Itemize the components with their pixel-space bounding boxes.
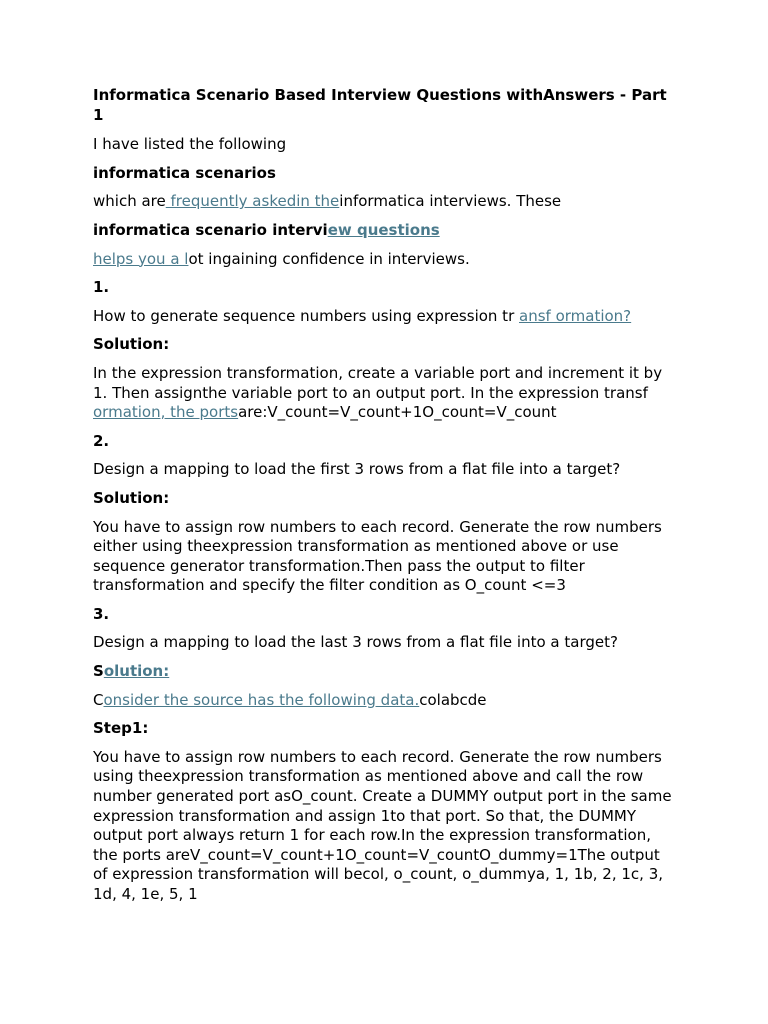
helps-you-link[interactable]: helps you a l [93, 249, 189, 268]
consider-text-part: colabcde [419, 690, 487, 709]
intro-paragraph-3 [93, 250, 673, 270]
solution-label: Solution: [93, 335, 170, 354]
document-page [93, 86, 673, 914]
question-number: 2. [93, 431, 110, 450]
consider-text-part: C [93, 690, 104, 709]
document-title: Informatica Scenario Based Interview Questions withAnswers - Part 1 [93, 86, 667, 124]
consider-text [93, 691, 673, 711]
intro-paragraph-1: I have listed the following [93, 135, 287, 154]
question-text: Design a mapping to load the last 3 rows from a flat file into a target? [93, 633, 618, 652]
transformation-link[interactable]: ansf ormation? [519, 306, 632, 325]
solution-text-part: are:V_count=V_count+1O_count=V_count [238, 403, 557, 422]
solution-link[interactable]: olution: [103, 662, 170, 681]
interview-questions-link[interactable]: ew questions [327, 220, 440, 239]
frequently-asked-link[interactable]: frequently askedin the [165, 192, 340, 211]
solution-text-part: In the expression transformation, create a variable port and increment it by 1. Then assignthe variable port to an output port. In the expression transf [93, 363, 663, 402]
step-label: Step1: [93, 719, 149, 738]
heading-text: informatica scenario intervi [93, 220, 328, 239]
question-text [93, 307, 673, 327]
intro-heading-scenarios: informatica scenarios [93, 163, 276, 182]
intro-text: which are [93, 192, 166, 211]
ports-link[interactable]: ormation, the ports [93, 403, 239, 422]
intro-text: informatica interviews. These [339, 192, 562, 211]
question-text: Design a mapping to load the first 3 rows from a flat file into a target? [93, 460, 621, 479]
solution-label [93, 662, 673, 682]
question-text-part: How to generate sequence numbers using expression tr [93, 306, 519, 325]
question-number: 1. [93, 278, 110, 297]
solution-text [93, 364, 673, 423]
question-number: 3. [93, 604, 110, 623]
intro-paragraph-2 [93, 192, 673, 212]
solution-label: Solution: [93, 488, 170, 507]
source-data-link[interactable]: onsider the source has the following data. [103, 690, 420, 709]
solution-text: You have to assign row numbers to each record. Generate the row numbers either using theexpression transformation as mentioned above or use sequence generator transformation.Then pass the output to filter transformation and specify the filter condition as O_count <=3 [93, 517, 662, 595]
intro-text: ot ingaining confidence in interviews. [188, 249, 470, 268]
intro-heading-questions [93, 221, 673, 241]
step-text: You have to assign row numbers to each record. Generate the row numbers using theexpression transformation as mentioned above and call the row number generated port asO_count. Create a DUMMY output port in the same expression transformation and assign 1to that port. So that, the DUMMY output port always return 1 for each row.In the expression transformation, the ports areV_count=V_count+1O_count=V_countO_dummy=1The output of expression transformation will becol, o_count, o_dummya, 1, 1b, 2, 1c, 3, 1d, 4, 1e, 5, 1 [93, 747, 672, 903]
solution-label-part: S [93, 662, 104, 681]
